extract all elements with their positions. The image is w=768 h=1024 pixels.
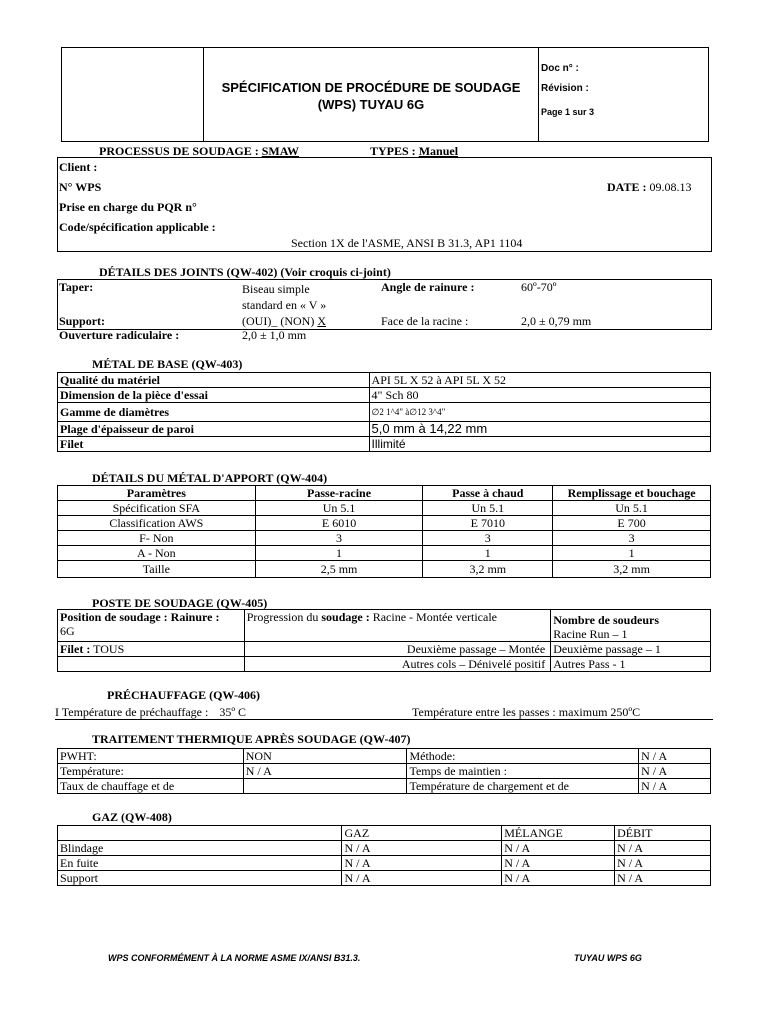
other-cols: Autres cols – Dénivelé positif bbox=[244, 657, 551, 672]
table-row bbox=[58, 561, 711, 578]
cell: E 7010 bbox=[423, 516, 553, 531]
preheat-temp: I Température de préchauffage : 35º C bbox=[55, 705, 247, 719]
document-title bbox=[204, 79, 538, 113]
col-header: Paramètres bbox=[58, 486, 256, 501]
cell: Temps de maintien : bbox=[407, 764, 639, 779]
opening-value: 2,0 ± 1,0 mm bbox=[242, 328, 307, 342]
cell: 2,5 mm bbox=[255, 561, 423, 578]
cell: Classification AWS bbox=[58, 516, 256, 531]
col-header: GAZ bbox=[342, 826, 502, 841]
cell: N / A bbox=[342, 871, 502, 886]
base-metal-table bbox=[57, 372, 711, 452]
cell: N / A bbox=[615, 856, 711, 871]
cell: N / A bbox=[639, 749, 711, 764]
section-text: Section 1X de l'ASME, ANSI B 31.3, AP1 1104 bbox=[291, 236, 523, 250]
preheat-title: PRÉCHAUFFAGE (QW-406) bbox=[107, 688, 260, 702]
root-face-value: 2,0 ± 0,79 mm bbox=[521, 314, 592, 328]
footer-left: WPS CONFORMÉMENT À LA NORME ASME IX/ANSI B31.3. bbox=[108, 953, 361, 963]
groove-angle-value: 60º-70º bbox=[521, 280, 557, 294]
table-row bbox=[58, 749, 711, 764]
types-value: Manuel bbox=[418, 144, 459, 158]
preheat-rule bbox=[55, 719, 713, 720]
base-label: Gamme de diamètres bbox=[58, 403, 370, 422]
table-row bbox=[58, 403, 711, 422]
base-label: Plage d'épaisseur de paroi bbox=[58, 422, 370, 437]
cell: NON bbox=[243, 749, 407, 764]
col-header: Passe-racine bbox=[255, 486, 423, 501]
welders-label: Nombre de soudeurs bbox=[553, 613, 659, 627]
progression-cell: Progression du soudage : Racine - Montée verticale bbox=[244, 610, 551, 642]
process-value: SMAW bbox=[261, 144, 300, 158]
table-row bbox=[58, 841, 711, 856]
filler-title: DÉTAILS DU MÉTAL D'APPORT (QW-404) bbox=[92, 471, 328, 485]
base-label: Qualité du matériel bbox=[58, 373, 370, 388]
process-label: PROCESSUS DE SOUDAGE : SMAW bbox=[99, 144, 300, 158]
second-pass: Deuxième passage – Montée bbox=[244, 642, 551, 657]
taper-value-2: standard en « V » bbox=[242, 298, 327, 312]
cell: N / A bbox=[342, 841, 502, 856]
cell: Méthode: bbox=[407, 749, 639, 764]
filet-value: TOUS bbox=[93, 642, 125, 656]
support-value: (OUI)_ (NON) X bbox=[242, 314, 326, 328]
table-row bbox=[58, 764, 711, 779]
gas-table bbox=[57, 825, 711, 886]
cell: E 6010 bbox=[255, 516, 423, 531]
table-row bbox=[58, 610, 711, 642]
table-row bbox=[58, 546, 711, 561]
table-row bbox=[58, 516, 711, 531]
cell: Un 5.1 bbox=[553, 501, 711, 516]
cell: N / A bbox=[502, 856, 615, 871]
support-x: X bbox=[317, 314, 326, 328]
position-table bbox=[57, 609, 711, 672]
cell: 3 bbox=[255, 531, 423, 546]
cell: 1 bbox=[423, 546, 553, 561]
cell: Taux de chauffage et de bbox=[58, 779, 244, 794]
cell: Support bbox=[58, 871, 342, 886]
cell: 3,2 mm bbox=[553, 561, 711, 578]
progression-value: Racine - Montée verticale bbox=[372, 610, 497, 624]
date-value: 09.08.13 bbox=[649, 180, 692, 194]
taper-label: Taper: bbox=[59, 280, 94, 294]
position-cell bbox=[58, 610, 245, 642]
welders-cell bbox=[551, 610, 711, 642]
cell: N / A bbox=[502, 871, 615, 886]
table-header-row bbox=[58, 826, 711, 841]
table-row bbox=[58, 856, 711, 871]
other-pass: Autres Pass - 1 bbox=[551, 657, 711, 672]
base-value: ∅2 1^4" à∅12 3^4" bbox=[369, 403, 710, 422]
table-header-row bbox=[58, 486, 711, 501]
cell: Température de chargement et de bbox=[407, 779, 639, 794]
cell: E 700 bbox=[553, 516, 711, 531]
table-row bbox=[58, 437, 711, 452]
base-value: 4" Sch 80 bbox=[369, 388, 710, 403]
pwht-title: TRAITEMENT THERMIQUE APRÈS SOUDAGE (QW-407) bbox=[92, 732, 411, 746]
cell: F- Non bbox=[58, 531, 256, 546]
cell: Taille bbox=[58, 561, 256, 578]
table-row bbox=[58, 657, 711, 672]
base-label: Filet bbox=[58, 437, 370, 452]
cell: 3 bbox=[553, 531, 711, 546]
base-metal-title: MÉTAL DE BASE (QW-403) bbox=[92, 357, 243, 371]
root-face-label: Face de la racine : bbox=[381, 314, 469, 328]
cell: N / A bbox=[502, 841, 615, 856]
cell: N / A bbox=[615, 871, 711, 886]
position-value: 6G bbox=[60, 624, 75, 638]
taper-value-1: Biseau simple bbox=[242, 282, 310, 296]
cell: N / A bbox=[639, 764, 711, 779]
table-row bbox=[58, 501, 711, 516]
footer-right: TUYAU WPS 6G bbox=[574, 953, 642, 963]
table-row bbox=[58, 779, 711, 794]
cell: N / A bbox=[342, 856, 502, 871]
cell: Température: bbox=[58, 764, 244, 779]
base-value: 5,0 mm à 14,22 mm bbox=[369, 422, 710, 437]
table-row bbox=[58, 531, 711, 546]
col-header: MÉLANGE bbox=[502, 826, 615, 841]
title-line-1: SPÉCIFICATION DE PROCÉDURE DE SOUDAGE bbox=[221, 80, 521, 95]
cell: En fuite bbox=[58, 856, 342, 871]
cell: N / A bbox=[243, 764, 407, 779]
cell: 3 bbox=[423, 531, 553, 546]
cell bbox=[243, 779, 407, 794]
cell: 1 bbox=[553, 546, 711, 561]
cell: 3,2 mm bbox=[423, 561, 553, 578]
position-label: Position de soudage : Rainure : bbox=[60, 610, 220, 624]
cell: Un 5.1 bbox=[255, 501, 423, 516]
col-header bbox=[58, 826, 342, 841]
doc-number: Doc n° : bbox=[541, 63, 579, 74]
pqr-label: Prise en charge du PQR n° bbox=[59, 200, 197, 214]
filet-cell: Filet : TOUS bbox=[58, 642, 245, 657]
page-number: Page 1 sur 3 bbox=[541, 107, 595, 117]
empty-cell bbox=[58, 657, 245, 672]
gas-title: GAZ (QW-408) bbox=[92, 810, 172, 824]
joints-title: DÉTAILS DES JOINTS (QW-402) (Voir croquis ci-joint) bbox=[99, 265, 391, 279]
cell: 1 bbox=[255, 546, 423, 561]
groove-angle-label: Angle de rainure : bbox=[381, 280, 475, 294]
opening-label: Ouverture radiculaire : bbox=[59, 328, 180, 342]
filler-table bbox=[57, 485, 711, 578]
base-label: Dimension de la pièce d'essai bbox=[58, 388, 370, 403]
table-row bbox=[58, 871, 711, 886]
base-value: Illimité bbox=[369, 437, 710, 452]
support-label: Support: bbox=[59, 314, 106, 328]
code-label: Code/spécification applicable : bbox=[59, 220, 216, 234]
table-row bbox=[58, 422, 711, 437]
cell: A - Non bbox=[58, 546, 256, 561]
table-row bbox=[58, 388, 711, 403]
col-header: Remplissage et bouchage bbox=[553, 486, 711, 501]
revision: Révision : bbox=[541, 83, 589, 94]
client-label: Client : bbox=[59, 160, 98, 174]
position-title: POSTE DE SOUDAGE (QW-405) bbox=[92, 596, 268, 610]
cell: Blindage bbox=[58, 841, 342, 856]
pwht-table bbox=[57, 748, 711, 794]
wps-number-label: N° WPS bbox=[59, 180, 102, 194]
welders-root: Racine Run – 1 bbox=[553, 627, 628, 641]
preheat-temp-value: 35º C bbox=[219, 705, 247, 719]
cell: N / A bbox=[615, 841, 711, 856]
table-row bbox=[58, 642, 711, 657]
interpass-temp: Température entre les passes : maximum 250ºC bbox=[412, 705, 641, 719]
cell: Spécification SFA bbox=[58, 501, 256, 516]
table-row bbox=[58, 373, 711, 388]
types-label: TYPES : Manuel bbox=[370, 144, 459, 158]
cell: Un 5.1 bbox=[423, 501, 553, 516]
title-line-2: (WPS) TUYAU 6G bbox=[317, 97, 425, 112]
cell: N / A bbox=[639, 779, 711, 794]
date-field: DATE : 09.08.13 bbox=[607, 180, 692, 194]
base-value: API 5L X 52 à API 5L X 52 bbox=[369, 373, 710, 388]
second-pass-count: Deuxième passage – 1 bbox=[551, 642, 711, 657]
col-header: Passe à chaud bbox=[423, 486, 553, 501]
header-divider-right bbox=[538, 47, 539, 141]
cell: PWHT: bbox=[58, 749, 244, 764]
col-header: DÉBIT bbox=[615, 826, 711, 841]
